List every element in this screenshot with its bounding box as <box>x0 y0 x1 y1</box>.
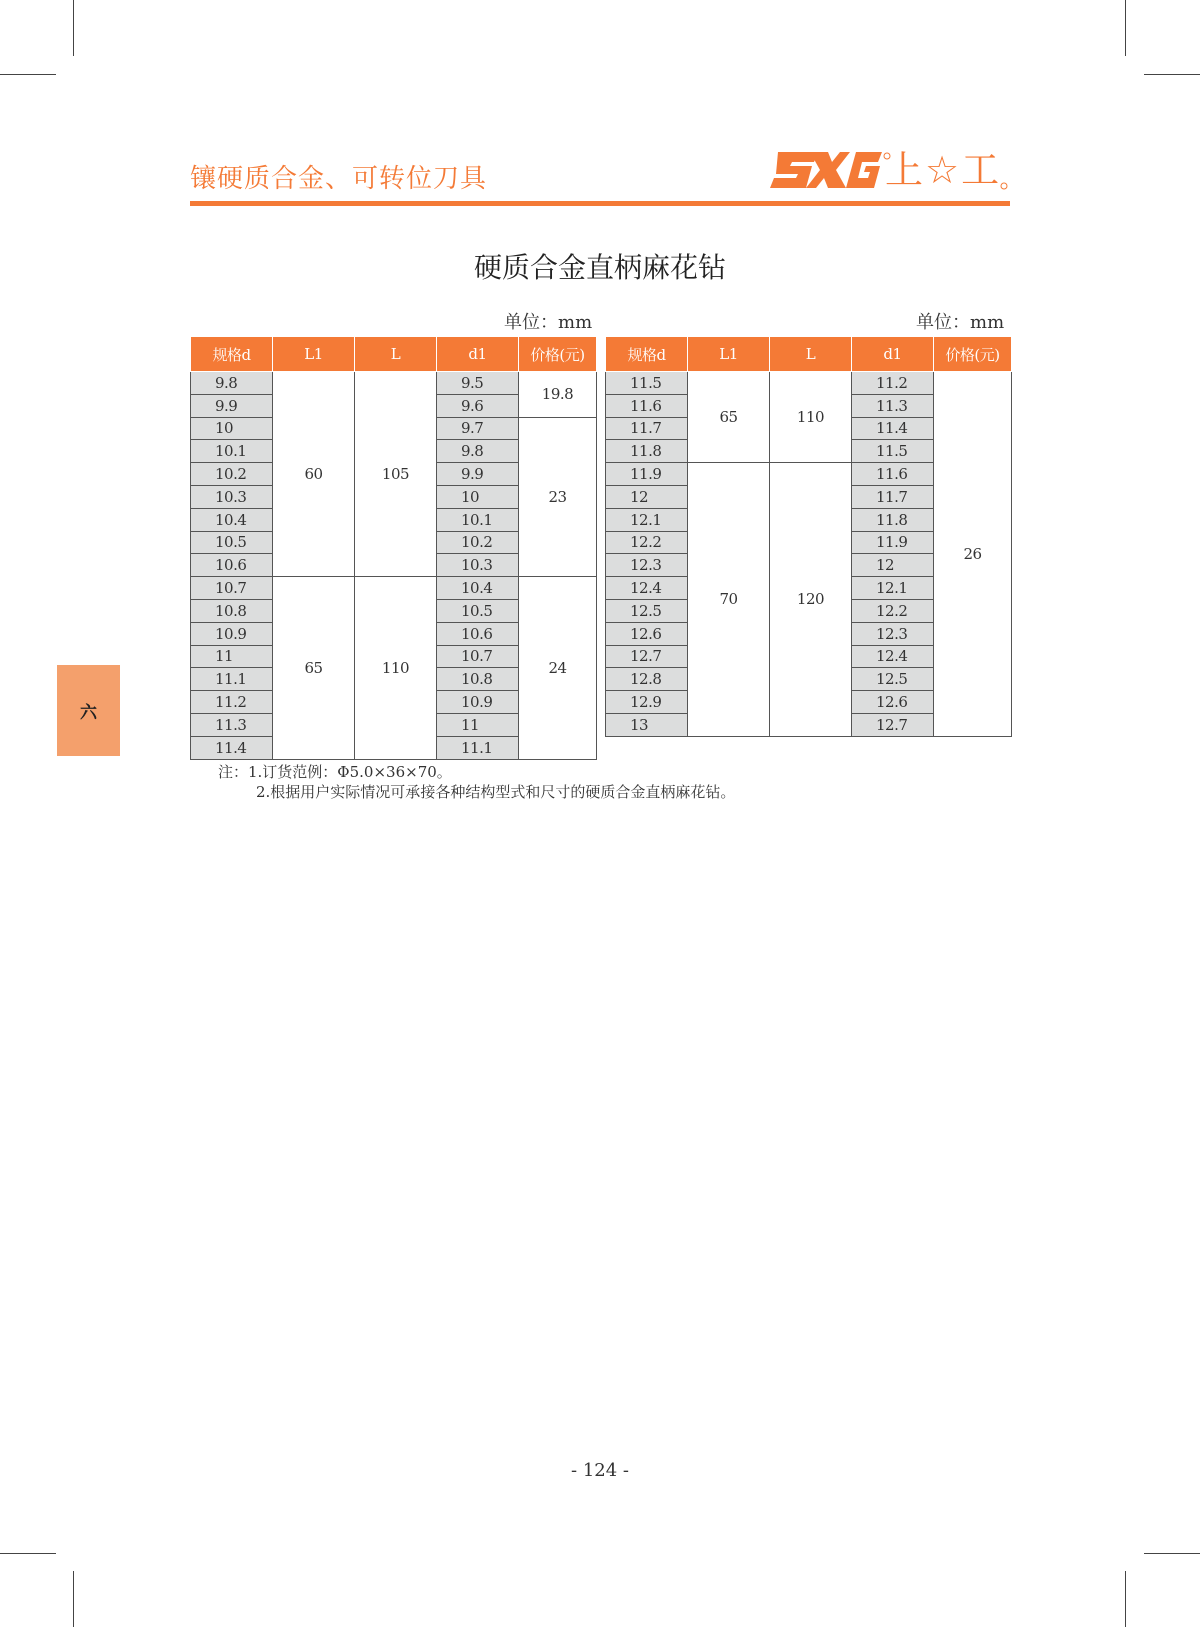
note-1: 注：1.订货范例：Φ5.0×36×70。 <box>218 763 452 781</box>
l-cell: 110 <box>770 372 852 463</box>
d1-cell: 12.7 <box>852 713 934 736</box>
price-cell: 19.8 <box>519 372 597 418</box>
spec-d-cell: 10.3 <box>191 485 273 508</box>
d1-cell: 11 <box>437 713 519 736</box>
spec-d-cell: 10.7 <box>191 577 273 600</box>
crop-mark <box>1144 1553 1200 1554</box>
crop-mark <box>73 1571 74 1627</box>
table-header-row <box>191 337 597 372</box>
spec-d-cell: 12.3 <box>606 554 688 577</box>
d1-cell: 10.7 <box>437 645 519 668</box>
spec-d-cell: 11.6 <box>606 394 688 417</box>
d1-cell: 10.1 <box>437 508 519 531</box>
d1-cell: 9.9 <box>437 463 519 486</box>
spec-d-cell: 11.1 <box>191 668 273 691</box>
spec-d-cell: 11.5 <box>606 372 688 395</box>
d1-cell: 12.4 <box>852 645 934 668</box>
unit-label-right: 单位：mm <box>916 312 1005 333</box>
unit-label-left: 单位：mm <box>504 312 593 333</box>
logo-text: 上☆工 <box>885 148 1002 192</box>
d1-cell: 11.1 <box>437 736 519 759</box>
l-cell: 110 <box>355 577 437 759</box>
spec-d-cell: 10 <box>191 417 273 440</box>
d1-cell: 9.6 <box>437 394 519 417</box>
d1-cell: 9.5 <box>437 372 519 395</box>
d1-cell: 10 <box>437 485 519 508</box>
d1-cell: 12.6 <box>852 691 934 714</box>
d1-cell: 10.3 <box>437 554 519 577</box>
d1-cell: 11.8 <box>852 508 934 531</box>
table-row <box>191 372 597 395</box>
spec-table-left <box>190 336 597 760</box>
header-d1: d1 <box>437 337 519 372</box>
header-d1: d1 <box>852 337 934 372</box>
spec-d-cell: 10.4 <box>191 508 273 531</box>
spec-d-cell: 10.5 <box>191 531 273 554</box>
table-row <box>191 577 597 600</box>
header-price: 价格(元) <box>934 337 1012 372</box>
spec-d-cell: 10.2 <box>191 463 273 486</box>
d1-cell: 11.2 <box>852 372 934 395</box>
header-price: 价格(元) <box>519 337 597 372</box>
d1-cell: 10.2 <box>437 531 519 554</box>
table-header-row <box>606 337 1012 372</box>
d1-cell: 9.8 <box>437 440 519 463</box>
spec-d-cell: 12.6 <box>606 622 688 645</box>
d1-cell: 11.3 <box>852 394 934 417</box>
spec-d-cell: 12.5 <box>606 599 688 622</box>
header-l: L <box>355 337 437 372</box>
spec-d-cell: 10.1 <box>191 440 273 463</box>
d1-cell: 12 <box>852 554 934 577</box>
page-title: 硬质合金直柄麻花钻 <box>473 251 726 284</box>
spec-d-cell: 11.4 <box>191 736 273 759</box>
spec-d-cell: 9.9 <box>191 394 273 417</box>
l1-cell: 60 <box>273 372 355 577</box>
spec-d-cell: 13 <box>606 713 688 736</box>
chapter-tab[interactable]: 六 <box>57 665 120 756</box>
spec-d-cell: 10.6 <box>191 554 273 577</box>
page-number: - 124 - <box>571 1460 629 1481</box>
spec-d-cell: 12.8 <box>606 668 688 691</box>
crop-mark <box>1144 74 1200 75</box>
d1-cell: 10.5 <box>437 599 519 622</box>
spec-d-cell: 11.8 <box>606 440 688 463</box>
spec-d-cell: 12.4 <box>606 577 688 600</box>
d1-cell: 12.1 <box>852 577 934 600</box>
price-cell: 24 <box>519 577 597 759</box>
d1-cell: 10.9 <box>437 691 519 714</box>
d1-cell: 11.4 <box>852 417 934 440</box>
table-row <box>606 372 1012 395</box>
crop-mark <box>0 1553 56 1554</box>
d1-cell: 10.4 <box>437 577 519 600</box>
spec-d-cell: 12.2 <box>606 531 688 554</box>
spec-d-cell: 11.7 <box>606 417 688 440</box>
header-l: L <box>770 337 852 372</box>
l1-cell: 65 <box>273 577 355 759</box>
spec-d-cell: 12.9 <box>606 691 688 714</box>
spec-d-cell: 11.2 <box>191 691 273 714</box>
d1-cell: 11.9 <box>852 531 934 554</box>
header-l1: L1 <box>273 337 355 372</box>
d1-cell: 12.5 <box>852 668 934 691</box>
note-2: 2.根据用户实际情况可承接各种结构型式和尺寸的硬质合金直柄麻花钻。 <box>256 783 736 801</box>
spec-d-cell: 10.8 <box>191 599 273 622</box>
spec-d-cell: 11.9 <box>606 463 688 486</box>
d1-cell: 10.8 <box>437 668 519 691</box>
crop-mark <box>1125 1571 1126 1627</box>
price-cell: 23 <box>519 417 597 577</box>
section-title: 镶硬质合金、可转位刀具 <box>190 164 488 194</box>
price-cell: 26 <box>934 372 1012 737</box>
crop-mark <box>0 74 56 75</box>
header-l1: L1 <box>688 337 770 372</box>
spec-d-cell: 12.1 <box>606 508 688 531</box>
d1-cell: 12.3 <box>852 622 934 645</box>
spec-d-cell: 11 <box>191 645 273 668</box>
crop-mark <box>1125 0 1126 56</box>
l1-cell: 70 <box>688 463 770 737</box>
header-rule <box>190 201 1010 206</box>
d1-cell: 12.2 <box>852 599 934 622</box>
d1-cell: 11.7 <box>852 485 934 508</box>
d1-cell: 11.5 <box>852 440 934 463</box>
crop-mark <box>73 0 74 56</box>
spec-d-cell: 10.9 <box>191 622 273 645</box>
d1-cell: 11.6 <box>852 463 934 486</box>
header-d: 规格d <box>191 337 273 372</box>
spec-d-cell: 11.3 <box>191 713 273 736</box>
spec-d-cell: 12.7 <box>606 645 688 668</box>
header-d: 规格d <box>606 337 688 372</box>
spec-d-cell: 12 <box>606 485 688 508</box>
d1-cell: 10.6 <box>437 622 519 645</box>
l-cell: 105 <box>355 372 437 577</box>
spec-d-cell: 9.8 <box>191 372 273 395</box>
l1-cell: 65 <box>688 372 770 463</box>
l-cell: 120 <box>770 463 852 737</box>
d1-cell: 9.7 <box>437 417 519 440</box>
spec-table-right <box>605 336 1012 737</box>
